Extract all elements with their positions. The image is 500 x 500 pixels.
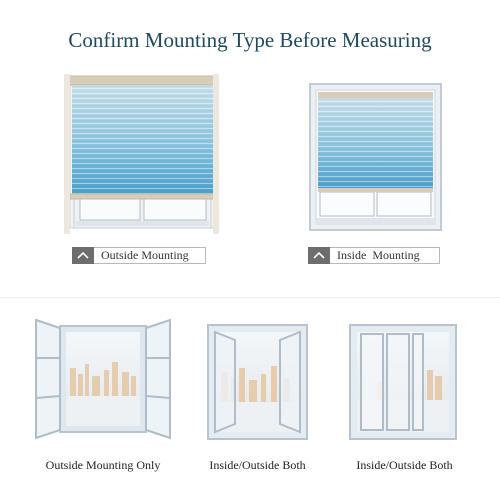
sliding-window-illustration: [347, 322, 459, 442]
outside-mounting-tag: [72, 247, 206, 264]
outside-mounting-label: Outside Mounting: [101, 248, 189, 262]
inside-mounting-shade-illustration: [308, 82, 443, 232]
caption-inside-outside-both-1: Inside/Outside Both: [209, 458, 306, 472]
inward-casement-window-illustration: [205, 322, 310, 442]
inside-mounting-label: Inside Mounting: [337, 248, 420, 262]
inside-mounting-tag: [308, 247, 440, 264]
page-title: Confirm Mounting Type Before Measuring: [68, 28, 432, 52]
chevron-up-icon: [308, 247, 330, 264]
caption-outside-mounting-only: Outside Mounting Only: [45, 458, 161, 472]
casement-window-illustration: [30, 318, 175, 440]
outside-mounting-shade-illustration: [64, 74, 219, 234]
section-divider: [0, 297, 500, 298]
caption-inside-outside-both-2: Inside/Outside Both: [356, 458, 453, 472]
chevron-up-icon: [72, 247, 94, 264]
